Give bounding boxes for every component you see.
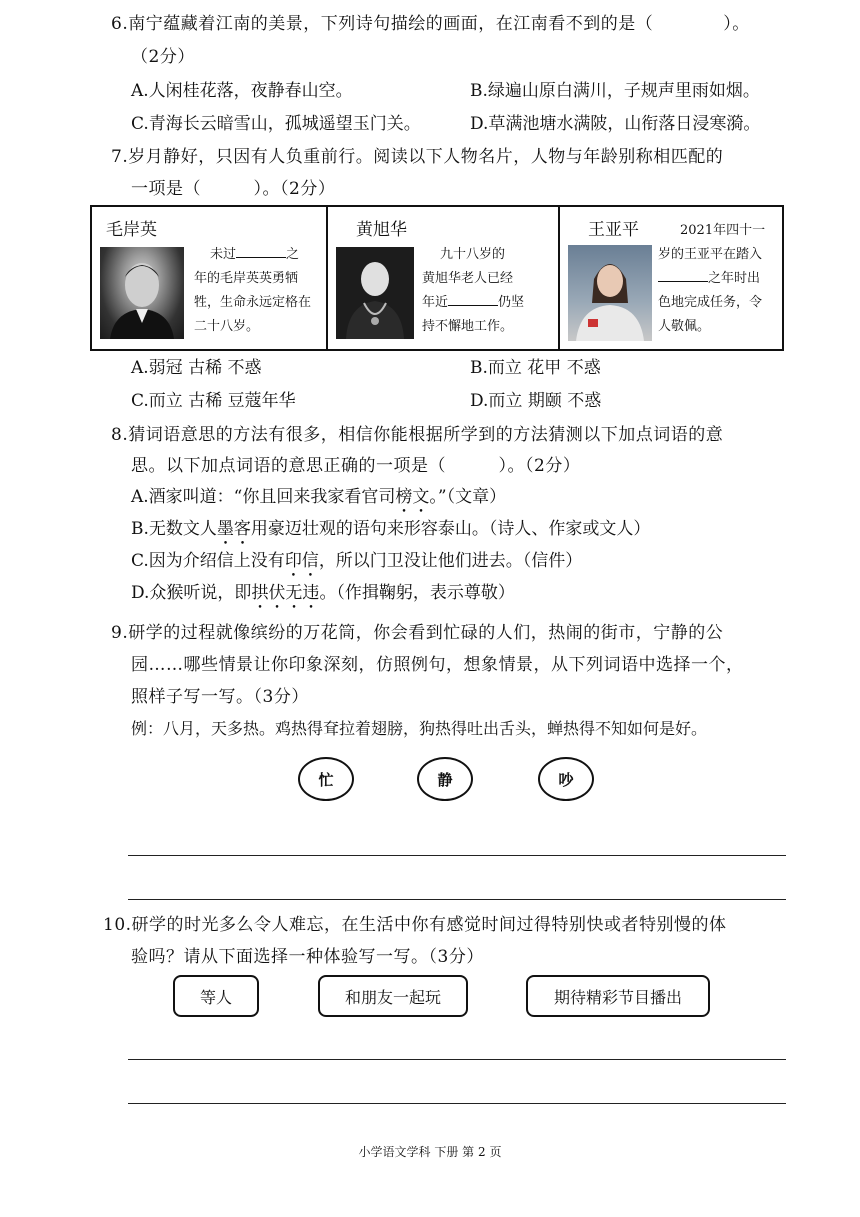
card-text-2: 岁的王亚平在踏入 — [658, 247, 763, 262]
card-text-3: 年近 — [422, 295, 449, 310]
q8-stem-line2: 思。以下加点词语的意思正确的一项是（ ）。（2分） — [131, 456, 581, 476]
q8-b-dotted-word: 墨客 — [216, 519, 251, 539]
q10-stem-line1: 10.研学的时光多么令人难忘，在生活中你有感觉时间过得特别快或者特别慢的体 — [103, 915, 727, 935]
answer-line[interactable] — [128, 855, 786, 856]
card-text-1: 未过 — [210, 247, 237, 262]
q8-d-post: 。（作揖鞠躬，表示尊敬） — [319, 583, 515, 603]
q8-a-post: 。”（文章） — [429, 487, 507, 507]
q8-stem-line1: 8.猜词语意思的方法有很多，相信你能根据所学到的方法猜测以下加点词语的意 — [111, 425, 724, 445]
q6-stem: 6.南宁蕴藏着江南的美景，下列诗句描绘的画面，在江南看不到的是（ ）。 — [111, 14, 750, 34]
q8-c-post: ，所以门卫没让他们进去。（信件） — [318, 551, 583, 571]
answer-blank[interactable] — [658, 269, 708, 282]
q10-stem-line2: 验吗？请从下面选择一种体验写一写。（3分） — [131, 947, 484, 967]
q9-stem-line3: 照样子写一写。（3分） — [131, 687, 309, 707]
answer-line[interactable] — [128, 1103, 786, 1104]
card-text-2: 黄旭华老人已经 — [422, 271, 514, 286]
card-text-2: 之 — [286, 247, 300, 262]
choice-await-show[interactable]: 期待精彩节目播出 — [526, 975, 710, 1017]
q8-d-pre: D.众猴听说，即 — [131, 583, 252, 603]
card-mao-anying — [92, 207, 328, 349]
card-wang-yaping — [560, 207, 782, 349]
q7-option-d: D.而立 期颐 不惑 — [470, 391, 602, 411]
q9-stem-line1: 9.研学的过程就像缤纷的万花筒，你会看到忙碌的人们，热闹的街市，宁静的公 — [111, 623, 724, 643]
q7-stem-line2: 一项是（ ）。（2分） — [131, 179, 336, 199]
person-cards — [90, 205, 784, 351]
card-name: 黄旭华 — [356, 220, 407, 240]
choice-waiting[interactable]: 等人 — [173, 975, 259, 1017]
card-text-4: 仍坚 — [498, 295, 525, 310]
card-text-1: 九十八岁的 — [440, 247, 506, 262]
answer-blank[interactable] — [448, 293, 498, 306]
q8-option-c — [131, 550, 582, 581]
q9-example: 例：八月，天多热。鸡热得耷拉着翅膀，狗热得吐出舌头，蝉热得不知如何是好。 — [131, 719, 708, 738]
card-name: 毛岸英 — [106, 220, 157, 240]
card-text-4: 色地完成任务，令 — [658, 295, 763, 310]
card-text-4: 牲，生命永远定格在 — [194, 295, 312, 310]
card-text — [658, 219, 778, 339]
q8-option-b — [131, 518, 650, 549]
q8-option-d — [131, 582, 515, 613]
answer-line[interactable] — [128, 1059, 786, 1060]
card-name: 王亚平 — [588, 220, 639, 240]
q8-c-pre: C.因为介绍信上没有 — [131, 551, 285, 571]
portrait-photo — [568, 245, 652, 341]
answer-line[interactable] — [128, 899, 786, 900]
q6-option-c: C.青海长云暗雪山，孤城遥望玉门关。 — [131, 114, 421, 134]
card-text-3: 之年时出 — [708, 271, 761, 286]
card-text-5: 人敬佩。 — [658, 319, 711, 334]
q6-option-a: A.人闲桂花落，夜静春山空。 — [131, 81, 353, 101]
page-footer: 小学语文学科 下册 第 2 页 — [358, 1145, 502, 1159]
word-circle-busy[interactable]: 忙 — [298, 757, 354, 801]
card-text-3: 年的毛岸英英勇牺 — [194, 271, 299, 286]
q8-d-dotted-word: 拱伏无违 — [251, 583, 320, 603]
card-text — [194, 243, 322, 339]
q7-option-b: B.而立 花甲 不惑 — [470, 358, 601, 378]
q8-a-pre: A.酒家叫道：“你且回来我家看官司 — [131, 487, 396, 507]
card-text-5: 二十八岁。 — [194, 319, 260, 334]
q7-option-c: C.而立 古稀 豆蔻年华 — [131, 391, 296, 411]
card-text — [422, 243, 554, 339]
portrait-photo — [336, 247, 414, 339]
q6-score: （2分） — [131, 47, 195, 67]
q8-a-dotted-word: 榜文 — [395, 487, 430, 507]
q8-b-pre: B.无数文人 — [131, 519, 217, 539]
card-text-1: 2021年四十一 — [680, 223, 766, 238]
q7-stem-line1: 7.岁月静好，只因有人负重前行。阅读以下人物名片，人物与年龄别称相匹配的 — [111, 147, 724, 167]
q8-option-a — [131, 486, 506, 517]
q8-b-post: 用豪迈壮观的语句来形容泰山。（诗人、作家或文人） — [250, 519, 651, 539]
answer-blank[interactable] — [236, 245, 286, 258]
choice-play-with-friends[interactable]: 和朋友一起玩 — [318, 975, 468, 1017]
portrait-photo — [100, 247, 184, 339]
card-huang-xuhua — [328, 207, 560, 349]
q6-option-d: D.草满池塘水满陂，山衔落日浸寒漪。 — [470, 114, 761, 134]
word-circle-noisy[interactable]: 吵 — [538, 757, 594, 801]
word-circle-quiet[interactable]: 静 — [417, 757, 473, 801]
q7-option-a: A.弱冠 古稀 不惑 — [131, 358, 262, 378]
q8-c-dotted-word: 印信 — [284, 551, 319, 571]
card-text-5: 持不懈地工作。 — [422, 319, 514, 334]
q9-stem-line2: 园……哪些情景让你印象深刻，仿照例句，想象情景，从下列词语中选择一个， — [131, 655, 744, 675]
q6-option-b: B.绿遍山原白满川，子规声里雨如烟。 — [470, 81, 760, 101]
